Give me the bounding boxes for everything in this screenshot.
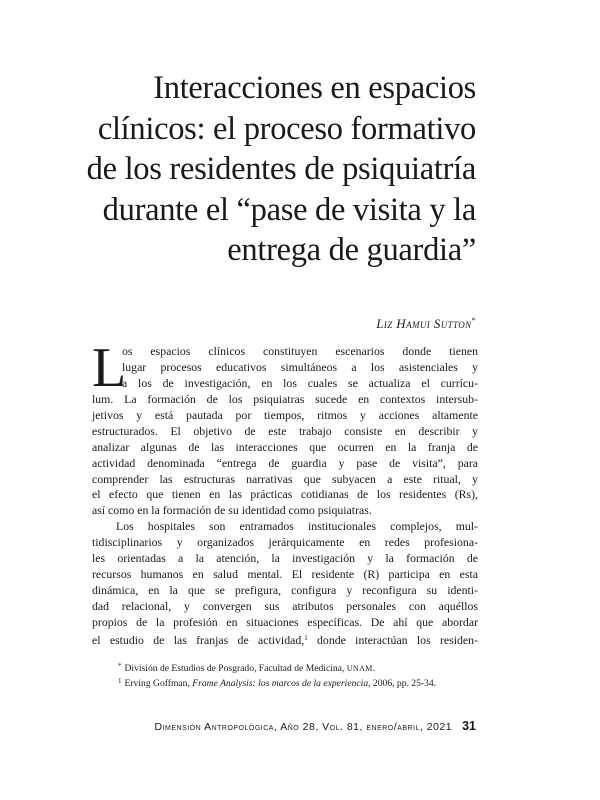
body-line: así como en la formación de su identidad como psiquiatras. xyxy=(92,503,372,518)
body-line: actividad denominada “entrega de guardia y pase de visita”, para xyxy=(92,455,478,470)
author-name: Liz Hamui Sutton xyxy=(376,316,472,331)
body-line xyxy=(92,631,478,647)
body-line: jetivos y está pautada por tiempos, ritmos y acciones altamente xyxy=(92,407,478,422)
footnote-abbr: UNAM xyxy=(346,664,373,673)
body-line: os espacios clínicos constituyen escenarios donde tienen xyxy=(122,344,478,358)
footnote-text: Erving Goffman, xyxy=(124,678,193,689)
footnote xyxy=(118,660,478,675)
page-number: 31 xyxy=(462,719,476,733)
footnotes xyxy=(118,660,478,690)
footnote-text: , 2006, pp. 25-34. xyxy=(368,678,437,689)
article-title xyxy=(56,68,476,271)
paragraph-1 xyxy=(92,337,478,519)
footnote-text: . xyxy=(372,663,376,674)
body-line: tidisciplinarios y organizados jerárquicamente en redes profesiona- xyxy=(92,535,478,550)
body-line: les orientadas a la atención, la investigación y la formación de xyxy=(92,551,478,566)
body-line: a los de investigación, en los cuales se actualiza el currícu- xyxy=(122,375,478,390)
footnote-mark: 1 xyxy=(118,677,122,685)
body-line: lum. La formación de los psiquiatras sucede en contextos intersub- xyxy=(92,391,478,406)
body-line: comprender las estructuras narrativas que subyacen a este ritual, y xyxy=(92,471,478,486)
body-line: dinámica, en la que se prefigura, configura y reconfigura su identi- xyxy=(92,583,478,598)
title-line: durante el “pase de visita y la xyxy=(102,191,476,228)
footnote-ref: 1 xyxy=(304,633,308,642)
article-body xyxy=(92,337,478,647)
body-line: recursos humanos en salud mental. El residente (R) participa en esta xyxy=(92,567,478,582)
body-line: analizar algunas de las interacciones que ocurren en la franja de xyxy=(92,439,478,454)
drop-cap: L xyxy=(92,337,127,399)
paragraph-2 xyxy=(92,519,478,647)
body-line: lugar procesos educativos simultáneos a los asistenciales y xyxy=(122,359,478,374)
title-line: clínicos: el proceso formativo xyxy=(97,110,476,147)
author-note-mark: * xyxy=(471,316,476,325)
journal-citation: Dimensión Antropológica, Año 28, Vol. 81, enero/abril, 2021 xyxy=(154,721,453,733)
footnote-text: División de Estudios de Posgrado, Facultad de Medicina, xyxy=(124,663,347,674)
title-line: de los residentes de psiquiatría xyxy=(86,151,476,187)
body-line: el efecto que tienen en las prácticas cotidianas de los residentes (Rs), xyxy=(92,487,478,502)
body-text-fragment: donde interactúan los residen- xyxy=(307,632,478,647)
title-line: Interacciones en espacios xyxy=(153,70,476,106)
running-footer xyxy=(155,719,476,733)
body-line: dad relacional, y convergen sus atributos personales con aquéllos xyxy=(92,599,478,613)
footnote xyxy=(118,675,478,690)
body-text-fragment: el estudio de las franjas de actividad, xyxy=(92,632,305,647)
body-line: propios de la profesión en situaciones específicas. De ahí que abordar xyxy=(92,614,478,629)
author-byline xyxy=(376,316,476,332)
footnote-mark: * xyxy=(118,662,122,670)
body-line: estructurados. El objetivo de este trabajo consiste en describir y xyxy=(92,423,478,438)
footnote-title: Frame Analysis: los marcos de la experiencia xyxy=(192,678,369,689)
body-line: Los hospitales son entramados institucionales complejos, mul- xyxy=(116,519,478,534)
title-line: entrega de guardia” xyxy=(227,232,476,268)
